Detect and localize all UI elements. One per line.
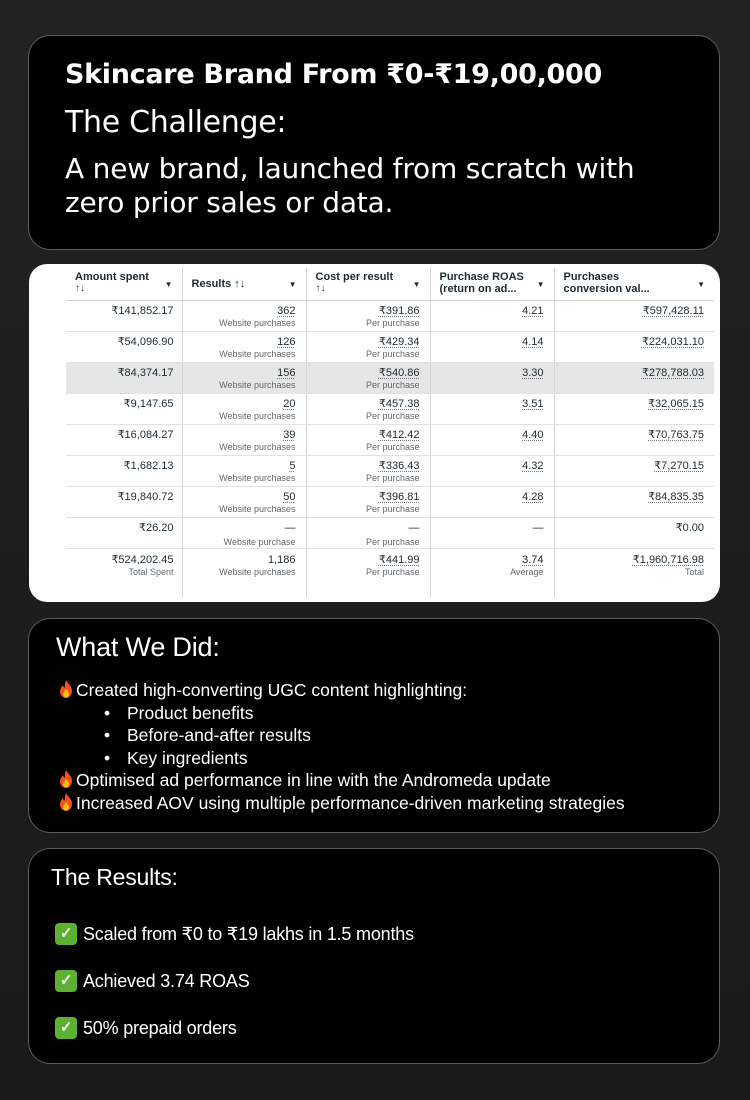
amount-spent-cell: ₹19,840.72	[117, 490, 174, 503]
cost-sub: Per purchase	[365, 472, 420, 483]
bullet-item: • Product benefits	[104, 702, 254, 723]
column-header-purchases-conversion-value[interactable]: Purchases conversion val... ▼	[554, 268, 714, 300]
amount-spent-cell: ₹1,682.13	[123, 459, 174, 472]
what-we-did-list	[56, 679, 689, 814]
what-we-did-title: What We Did:	[56, 632, 220, 662]
cost-per-result-cell: ₹396.81	[378, 490, 420, 503]
headline: Skincare Brand From ₹0-₹19,00,000	[65, 59, 602, 90]
column-header-cost-per-result[interactable]: Cost per result ↑↓ ▼	[306, 268, 430, 300]
total-cost-sub: Per purchase	[365, 566, 420, 577]
total-conversion-value: ₹1,960,716.98	[632, 553, 704, 566]
table-row[interactable]	[66, 300, 714, 331]
table-row[interactable]	[66, 455, 714, 486]
total-results-sub: Website purchases	[219, 566, 296, 577]
cost-sub: Per purchase	[365, 348, 420, 359]
table-header-row	[66, 268, 714, 300]
result-item: ✓ 50% prepaid orders	[51, 1017, 689, 1064]
amount-spent-cell: ₹26.20	[138, 521, 174, 534]
cost-per-result-cell: ₹412.42	[378, 428, 420, 441]
dropdown-caret-icon[interactable]: ▼	[697, 280, 705, 289]
results-sub: Website purchases	[219, 472, 296, 483]
amount-spent-cell: ₹84,374.17	[117, 366, 174, 379]
result-item: ✓ Achieved 3.74 ROAS	[51, 970, 689, 1017]
list-item: Optimised ad performance in line with the Andromeda update	[56, 769, 689, 792]
bullet-item: • Before-and-after results	[104, 725, 311, 745]
table-total-row	[66, 548, 714, 597]
cost-per-result-cell: ₹429.34	[378, 335, 420, 348]
roas-cell: 4.21	[522, 304, 544, 317]
cost-per-result-cell: ₹457.38	[378, 397, 420, 410]
amount-spent-cell: ₹54,096.90	[117, 335, 174, 348]
roas-cell: 4.14	[522, 335, 544, 348]
cost-sub: Per purchase	[365, 410, 420, 421]
table-row-highlighted[interactable]	[66, 362, 714, 393]
total-roas: 3.74	[522, 553, 544, 566]
cost-sub: Per purchase	[365, 317, 420, 328]
roas-cell: 4.40	[522, 428, 544, 441]
roas-cell: 4.28	[522, 490, 544, 503]
results-sub: Website purchases	[219, 348, 296, 359]
amount-spent-cell: ₹16,084.27	[117, 428, 174, 441]
challenge-line-1: A new brand, launched from scratch with	[65, 152, 635, 185]
total-conv-sub: Total	[684, 566, 704, 577]
challenge-line-2: zero prior sales or data.	[65, 186, 394, 219]
result-item: ✓ Scaled from ₹0 to ₹19 lakhs in 1.5 months	[51, 923, 689, 970]
check-mark-icon: ✓	[55, 923, 77, 945]
cost-sub: Per purchase	[365, 441, 420, 452]
cost-sub: Per purchase	[365, 536, 420, 547]
ads-results-table	[66, 268, 714, 597]
conversion-value-cell: ₹224,031.10	[641, 335, 704, 348]
table-row[interactable]	[66, 393, 714, 424]
total-amount-sub: Total Spent	[128, 566, 174, 577]
total-results: 1,186	[267, 553, 296, 566]
results-title: The Results:	[51, 864, 178, 890]
check-mark-icon: ✓	[55, 970, 77, 992]
results-sub: Website purchases	[219, 379, 296, 390]
cost-per-result-cell: —	[408, 521, 420, 534]
conversion-value-cell: ₹7,270.15	[654, 459, 704, 472]
results-cell: —	[284, 521, 296, 534]
results-sub: Website purchase	[223, 536, 296, 547]
results-sub: Website purchases	[219, 317, 296, 328]
table-row[interactable]	[66, 331, 714, 362]
list-item: Increased AOV using multiple performance-driven marketing strategies	[56, 792, 689, 815]
amount-spent-cell: ₹141,852.17	[111, 304, 174, 317]
dropdown-caret-icon[interactable]: ▼	[164, 280, 173, 289]
conversion-value-cell: ₹597,428.11	[642, 304, 704, 317]
dropdown-caret-icon[interactable]: ▼	[288, 280, 297, 289]
results-cell: 126	[277, 335, 296, 348]
results-cell: 156	[277, 366, 296, 379]
challenge-card	[28, 35, 720, 250]
results-sub: Website purchases	[219, 410, 296, 421]
table-row[interactable]	[66, 486, 714, 517]
dropdown-caret-icon[interactable]: ▼	[536, 280, 545, 289]
ads-results-table-panel	[29, 264, 720, 602]
total-roas-sub: Average	[510, 566, 544, 577]
amount-spent-cell: ₹9,147.65	[123, 397, 174, 410]
results-cell: 5	[289, 459, 296, 472]
fire-icon	[56, 769, 76, 789]
conversion-value-cell: ₹278,788.03	[641, 366, 704, 379]
cost-sub: Per purchase	[365, 379, 420, 390]
bullet-item: • Key ingredients	[104, 747, 248, 768]
results-cell: 39	[283, 428, 296, 441]
conversion-value-cell: ₹84,835.35	[648, 490, 704, 503]
table-row[interactable]	[66, 517, 714, 548]
what-we-did-card	[28, 618, 720, 833]
total-cost-per-result: ₹441.99	[378, 553, 420, 566]
results-sub: Website purchases	[219, 441, 296, 452]
results-cell: 362	[277, 304, 296, 317]
column-header-results[interactable]: Results ↑↓ ▼	[182, 268, 306, 300]
roas-cell: —	[532, 521, 544, 534]
fire-icon	[56, 679, 76, 699]
results-card	[28, 848, 720, 1064]
table-row[interactable]	[66, 424, 714, 455]
conversion-value-cell: ₹32,065.15	[648, 397, 704, 410]
cost-per-result-cell: ₹391.86	[378, 304, 420, 317]
roas-cell: 3.51	[522, 397, 544, 410]
fire-icon	[56, 792, 76, 812]
results-sub: Website purchases	[219, 503, 296, 514]
dropdown-caret-icon[interactable]: ▼	[412, 280, 421, 289]
total-amount-spent: ₹524,202.45	[111, 553, 174, 566]
cost-per-result-cell: ₹336.43	[378, 459, 420, 472]
cost-per-result-cell: ₹540.86	[378, 366, 420, 379]
conversion-value-cell: ₹0.00	[675, 521, 704, 534]
roas-cell: 4.32	[522, 459, 544, 472]
results-list	[51, 923, 689, 1064]
cost-sub: Per purchase	[365, 503, 420, 514]
list-item: Created high-converting UGC content highlighting:	[56, 679, 689, 702]
results-cell: 20	[283, 397, 296, 410]
challenge-title: The Challenge:	[65, 105, 287, 140]
column-header-purchase-roas[interactable]: Purchase ROAS (return on ad... ▼	[430, 268, 554, 300]
check-mark-icon: ✓	[55, 1017, 77, 1039]
challenge-description	[65, 152, 685, 220]
conversion-value-cell: ₹70,763.75	[648, 428, 704, 441]
column-header-amount-spent[interactable]: Amount spent ↑↓ ▼	[66, 268, 182, 300]
results-cell: 50	[283, 490, 296, 503]
roas-cell: 3.30	[522, 366, 544, 379]
